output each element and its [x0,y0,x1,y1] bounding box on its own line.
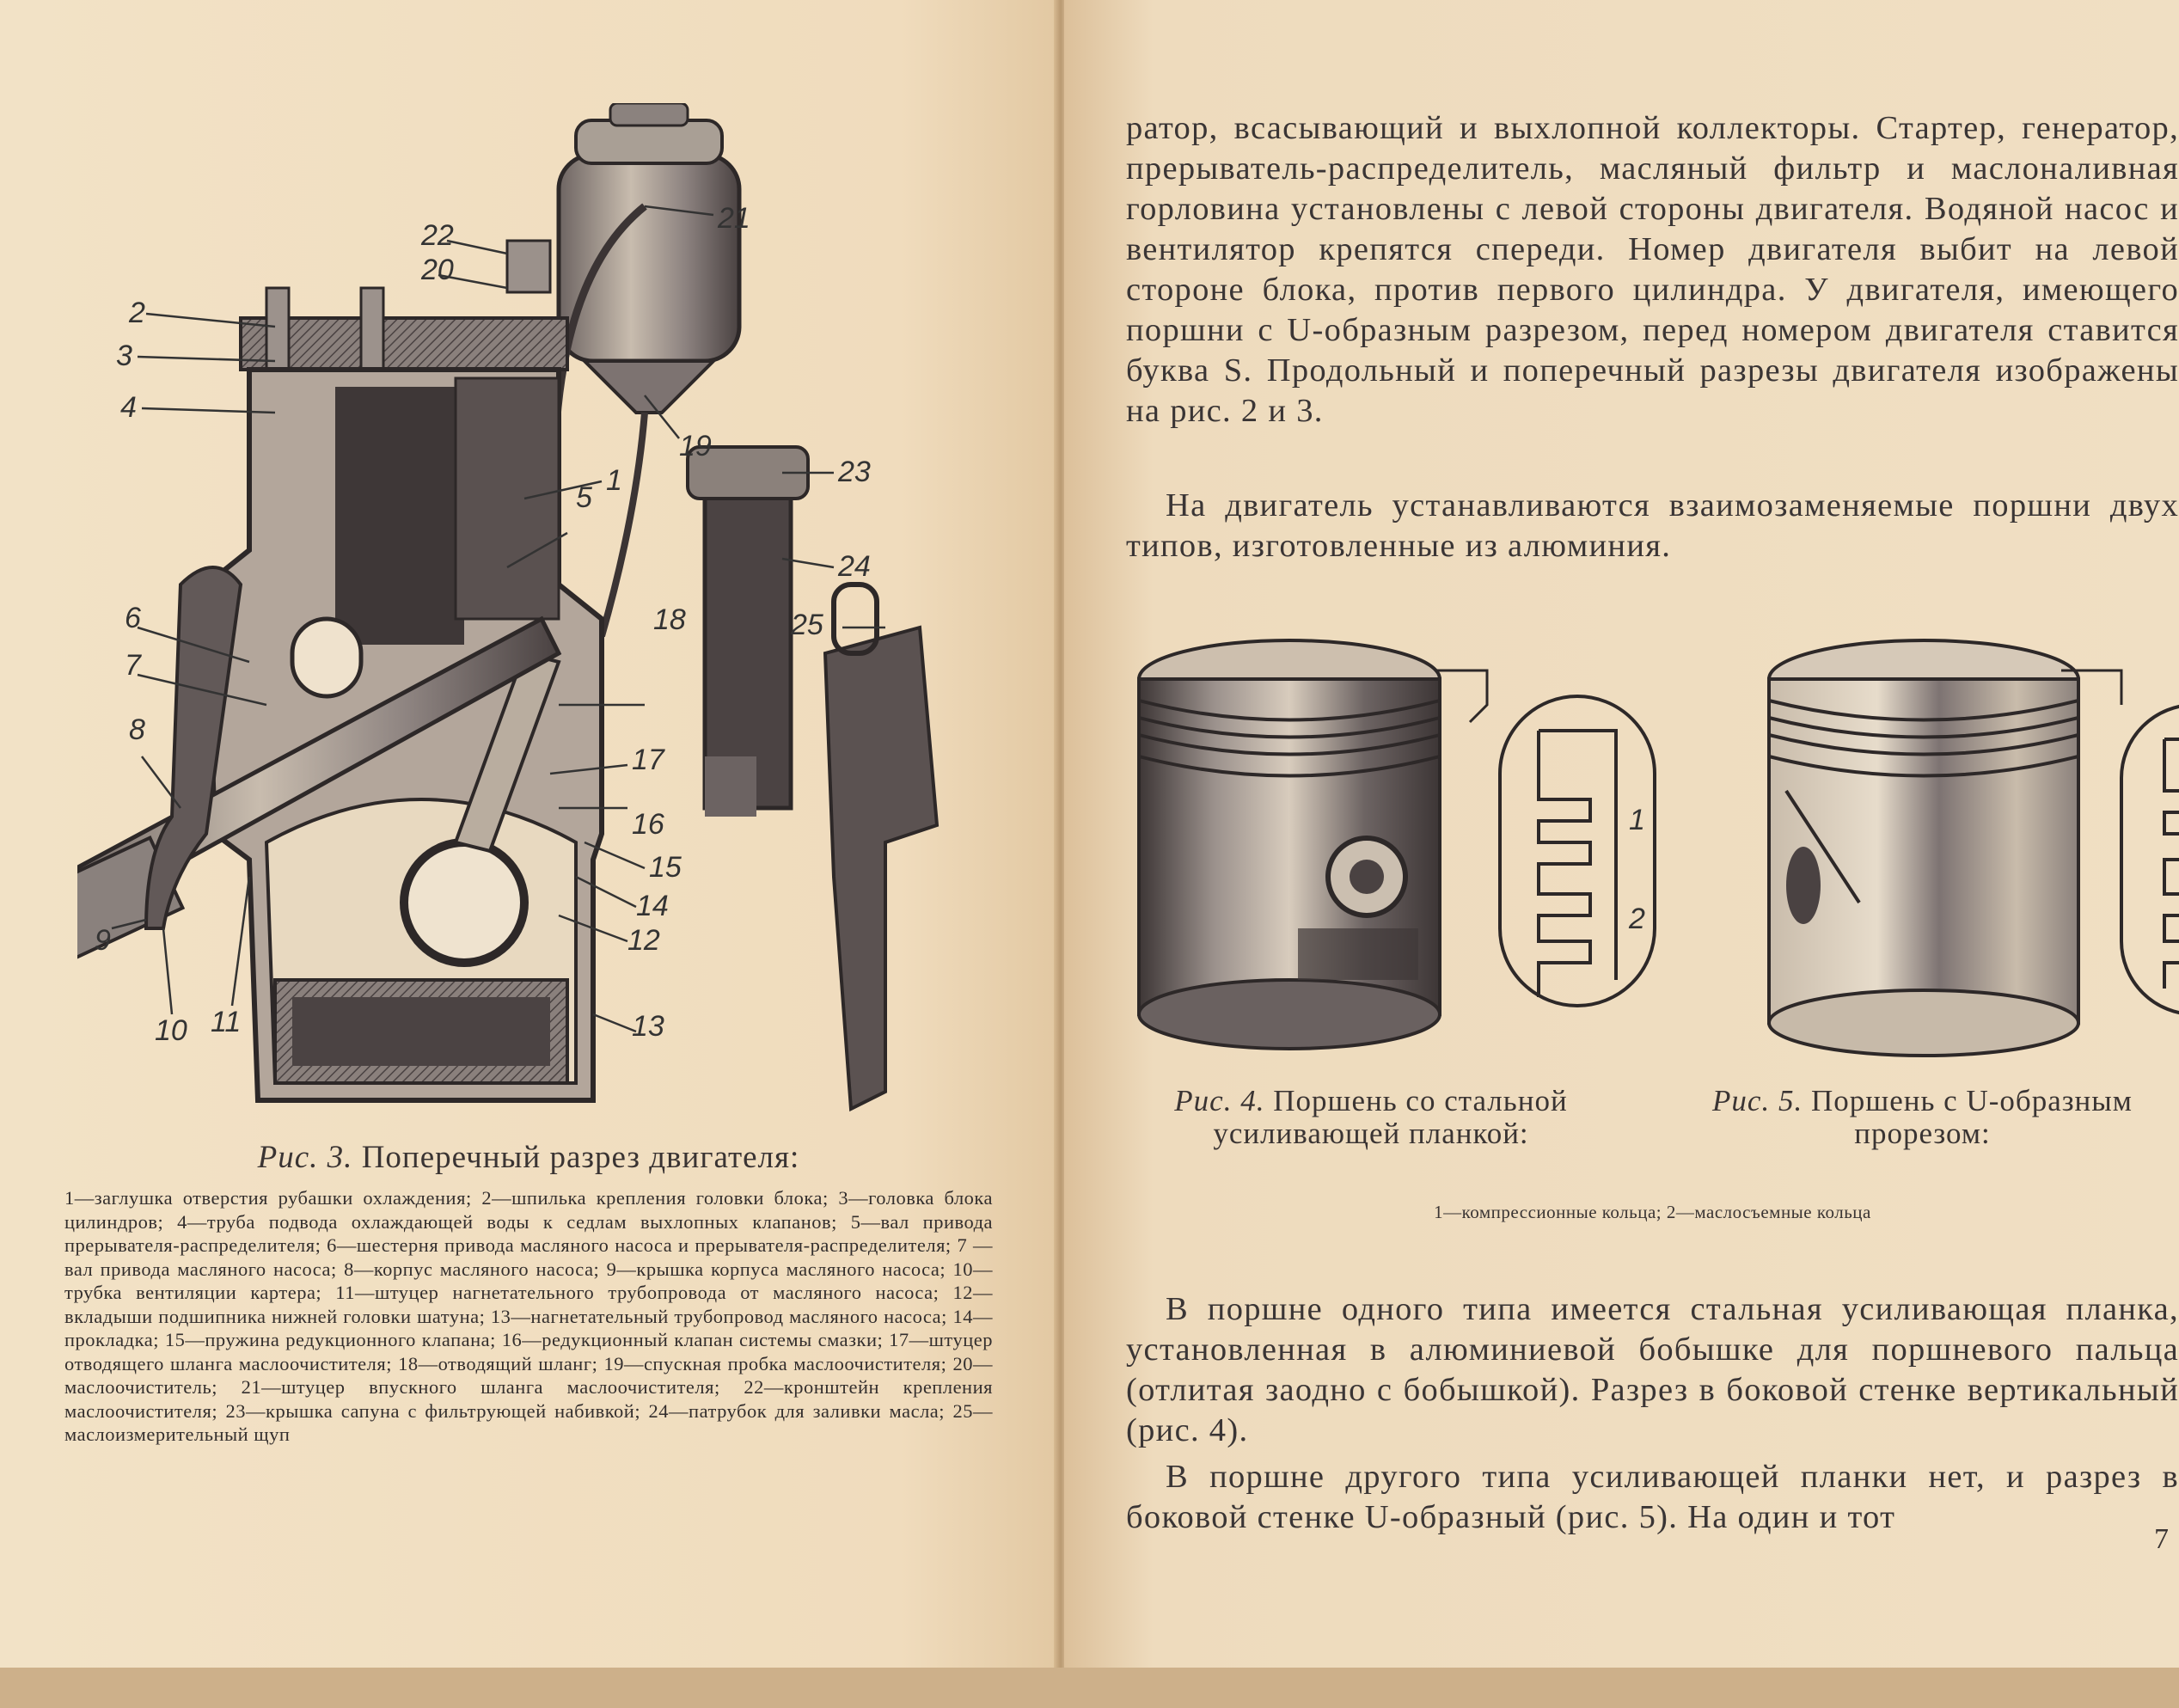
callout-16: 16 [632,808,664,841]
figure-4-label: Рис. 4. [1174,1084,1265,1117]
callout-1: 1 [606,464,622,497]
fig4-callout-2: 2 [1629,903,1645,935]
callout-8: 8 [129,713,145,746]
callout-7: 7 [125,649,141,682]
callout-10: 10 [155,1014,187,1047]
callout-9: 9 [95,924,111,957]
figure-3-legend: 1—заглушка отверстия рубашки охлаждения; 2—шпилька крепления головки блока; 3—головка блока цилиндров; 4—труба подвода охлаждающей воды к седлам выхлопных клапанов; 5—вал привода прерывателя-распределителя; 6—шестерня привода масляного насоса и прерывателя-распределителя; 7 — вал привода масляного насоса; 8—корпус масляного насоса; 9—крышка корпуса масляного насоса; 10—трубка вентиляции картера; 11—штуцер нагнетательного трубопровода от масляного насоса; 12—вкладыши подшипника нижней головки шатуна; 13—нагнетательный трубопровод масляного насоса; 14—прокладка; 15—пружина редукционного клапана; 16—редукционный клапан системы смазки; 17—штуцер отводящего шланга маслоочистителя; 18—отводящий шланг; 19—спускная пробка маслоочистителя; 20—маслоочиститель; 21—штуцер впускного шланга маслоочистителя; 22—кронштейн крепления маслоочистителя; 23—крышка сапуна с фильтрующей набивкой; 24—патрубок для заливки масла; 25—маслоизмерительный щуп [64,1187,993,1445]
callout-15: 15 [649,851,682,884]
callout-21: 21 [718,202,750,235]
figure-3-label: Рис. 3. [257,1140,353,1175]
callout-24: 24 [838,550,871,583]
callout-17: 17 [632,744,664,776]
callout-6: 6 [125,602,141,634]
figure-4-caption [1126,1085,1616,1150]
callout-5: 5 [576,481,592,514]
engine-cross-section-drawing [77,103,971,1135]
body-paragraph-3: В поршне одного типа имеется стальная усиливающая планка, установленная в алюминиевой бобышке для поршневого пальца (отлитая заодно с бобышкой). Разрез в боковой стенке вертикальный (рис. 4). [1126,1291,2179,1448]
callout-3: 3 [116,340,132,372]
callout-12: 12 [627,924,660,957]
callout-22: 22 [421,219,454,252]
callout-23: 23 [838,456,871,488]
fig4-callout-1: 1 [1629,804,1645,836]
callout-25: 25 [791,609,823,641]
callout-14: 14 [636,890,669,922]
callout-18: 18 [653,603,686,636]
page-number: 7 [2154,1523,2169,1555]
piston-steel-strut-drawing [1126,619,1676,1074]
page-bottom-edge [0,1668,2179,1708]
left-page [0,0,1059,1708]
callout-13: 13 [632,1010,664,1043]
callout-20: 20 [421,254,454,286]
figure-3-caption [52,1139,1006,1176]
callout-11: 11 [211,1006,242,1038]
figure-4-title: Поршень со стальной усиливающей планкой: [1213,1084,1568,1150]
body-paragraph-4: В поршне другого типа усиливающей планки нет, и разрез в боковой стенке U-образный (рис. 5). На один и тот [1126,1459,2179,1535]
callout-2: 2 [129,297,145,329]
figure-5-title: Поршень с U-образным прорезом: [1810,1084,2133,1150]
figure-5-caption [1666,1085,2179,1150]
figure-5-label: Рис. 5. [1712,1084,1803,1117]
piston-u-slot-drawing [1631,619,2179,1074]
right-page [1064,0,2179,1708]
callout-4: 4 [120,391,137,424]
figure-3-title: Поперечный разрез двигателя: [361,1140,800,1175]
body-paragraph-2: На двигатель устанавливаются взаимозаменяемые поршни двух типов, изготовленные из алюминия. [1126,487,2179,564]
figure-4-5-legend: 1—компрессионные кольца; 2—маслосъемные кольца [1434,1202,1871,1222]
callout-19: 19 [679,430,712,462]
body-paragraph-1: ратор, всасывающий и выхлопной коллекторы. Стартер, генератор, прерыватель-распределитель, масляный фильтр и маслоналивная горловина установлены с левой стороны двигателя. Водяной насос и вентилятор крепятся спереди. Номер двигателя выбит на левой стороне блока, против первого цилиндра. У двигателя, имеющего поршни с U-образным разрезом, перед номером двигателя ставится буква S. Продольный и поперечный разрезы двигателя изображены на рис. 2 и 3. [1126,110,2179,429]
